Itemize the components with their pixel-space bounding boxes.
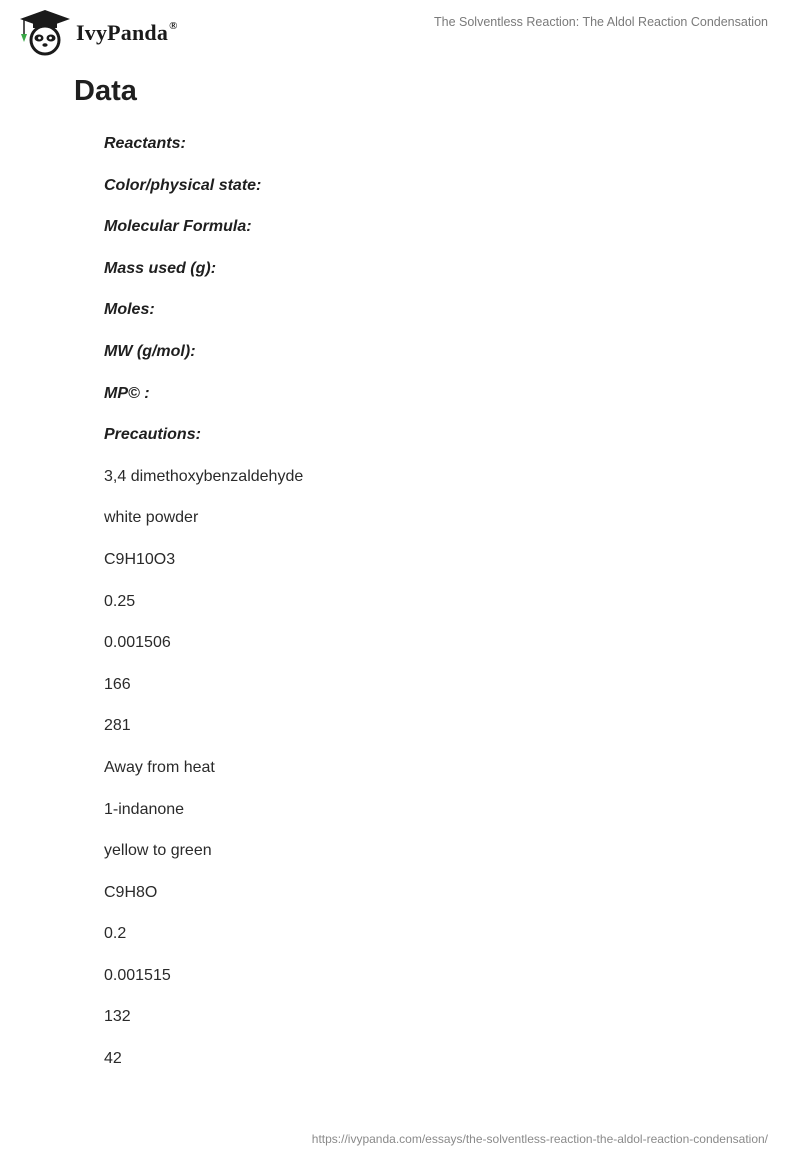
ivypanda-logo[interactable] (16, 8, 178, 56)
field-value: 0.001506 (104, 634, 171, 652)
page-header (0, 0, 800, 64)
field-label: Moles: (104, 301, 155, 319)
field-value: yellow to green (104, 842, 212, 860)
field-value: 281 (104, 717, 131, 735)
field-value: 0.25 (104, 592, 136, 610)
field-label: Molecular Formula: (104, 218, 252, 236)
field-value: 42 (104, 1050, 122, 1068)
brand-name: IvyPanda® (76, 19, 178, 45)
document-title: The Solventless Reaction: The Aldol Reaction Condensation (433, 15, 768, 29)
field-value: 0.2 (104, 925, 127, 943)
section-heading: Data (74, 75, 137, 107)
field-value: 132 (104, 1008, 131, 1026)
registered-mark: ® (169, 19, 178, 32)
field-label: MW (g/mol): (104, 342, 196, 360)
field-value: 166 (104, 675, 131, 693)
field-value: 3,4 dimethoxybenzaldehyde (104, 467, 304, 485)
field-label: Precautions: (104, 426, 201, 444)
panda-graduate-icon (16, 8, 74, 56)
field-value: C9H8O (104, 883, 158, 901)
field-value: Away from heat (104, 758, 215, 776)
field-value: 0.001515 (104, 966, 171, 984)
field-value: white powder (104, 509, 199, 527)
field-label: Mass used (g): (104, 259, 217, 277)
field-label: Color/physical state: (104, 176, 262, 194)
data-list (104, 132, 303, 1089)
field-label: MP© : (104, 384, 150, 402)
field-label: Reactants: (104, 135, 186, 152)
field-value: 1-indanone (104, 800, 185, 818)
field-value: C9H10O3 (104, 550, 176, 568)
source-url-link[interactable]: https://ivypanda.com/essays/the-solventless-reaction-the-aldol-reaction-condensation/ (311, 1132, 768, 1146)
